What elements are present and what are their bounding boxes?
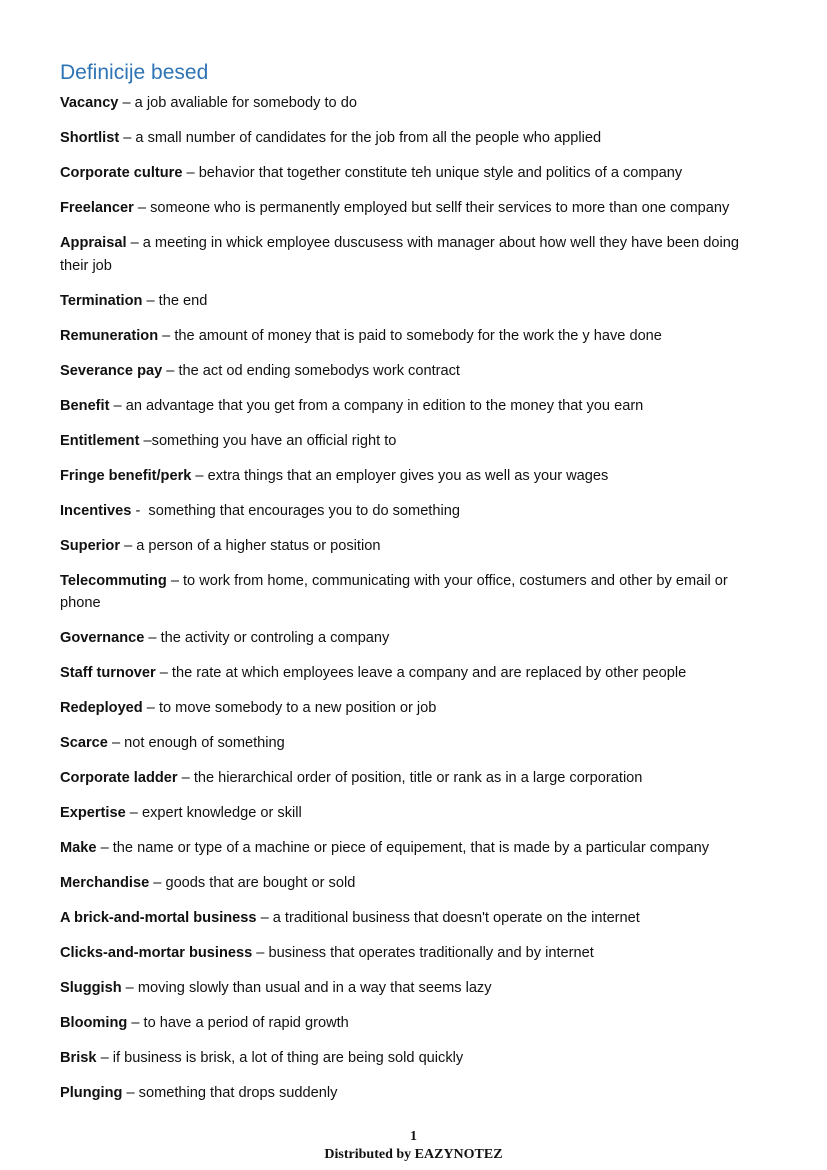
definition-separator: –: [96, 840, 113, 856]
document-heading: Definicije besed: [60, 61, 209, 84]
definition-entry: [60, 535, 770, 558]
definition-term: Sluggish: [60, 980, 122, 996]
definition-separator: –: [109, 397, 126, 414]
definition-entry: [60, 1012, 770, 1035]
definition-text: someone who is permanently employed but sellf their services to more than one company: [150, 200, 730, 216]
definition-term: Clicks-and-mortar business: [60, 945, 253, 961]
definition-text: extra things that an employer gives you as well as your wages: [207, 467, 609, 484]
definition-term: Plunging: [60, 1085, 123, 1101]
definition-separator: –: [182, 165, 199, 181]
definition-term: Superior: [60, 537, 121, 554]
definition-entry: [60, 570, 770, 615]
definition-term: Governance: [60, 630, 145, 646]
definition-text: the rate at which employees leave a company and are replaced by other people: [171, 665, 687, 681]
definition-text: an advantage that you get from a company in edition to the money that you earn: [125, 397, 644, 414]
definition-separator: –: [142, 700, 159, 716]
definition-separator: –: [121, 980, 138, 996]
definition-term: Entitlement: [60, 432, 140, 449]
definition-entry: [60, 977, 770, 1000]
definition-entry: [60, 92, 770, 115]
definition-term: Blooming: [60, 1015, 128, 1031]
definition-term: Shortlist: [60, 130, 120, 146]
definition-entry: [60, 197, 770, 220]
definition-text: not enough of something: [124, 735, 285, 751]
document-page: [60, 58, 770, 1117]
definition-entry: [60, 325, 770, 348]
definition-term: Scarce: [60, 735, 108, 751]
definition-text: expert knowledge or skill: [141, 805, 302, 821]
definition-entry: [60, 1082, 770, 1105]
definition-term: Brisk: [60, 1050, 97, 1066]
definition-term: Fringe benefit/perk: [60, 467, 192, 484]
definition-separator: –: [127, 1015, 144, 1031]
definition-term: Expertise: [60, 805, 126, 821]
definition-entry: [60, 360, 770, 383]
definition-entry: [60, 732, 770, 755]
definition-text: business that operates traditionally and by internet: [268, 945, 594, 961]
definition-entry: [60, 872, 770, 895]
definition-term: Telecommuting: [60, 572, 167, 589]
definition-entry: [60, 465, 770, 488]
definition-list: [60, 92, 770, 1105]
definition-separator: –: [119, 130, 136, 146]
definition-text: if business is brisk, a lot of thing are being sold quickly: [112, 1050, 464, 1066]
definition-text: to work from home, communicating with your office, costumers and other by email or phone: [60, 572, 728, 611]
definition-separator: –: [139, 432, 152, 449]
definition-entry: [60, 232, 770, 277]
definition-text: a traditional business that doesn't operate on the internet: [272, 910, 640, 926]
definition-term: Staff turnover: [60, 665, 156, 681]
definition-term: Vacancy: [60, 95, 119, 111]
definition-entry: [60, 395, 770, 418]
definition-term: Remuneration: [60, 327, 159, 344]
definition-separator: –: [177, 770, 194, 786]
definition-text: a job avaliable for somebody to do: [134, 95, 357, 111]
definition-separator: –: [155, 665, 172, 681]
definition-entry: [60, 837, 770, 860]
definition-entry: [60, 662, 770, 685]
definition-entry: [60, 430, 770, 453]
definition-entry: [60, 942, 770, 965]
definition-separator: –: [96, 1050, 113, 1066]
definition-text: the end: [158, 292, 208, 309]
definition-text: the amount of money that is paid to somebody for the work the y have done: [174, 327, 662, 344]
definition-separator: –: [256, 910, 273, 926]
definition-separator: –: [125, 805, 142, 821]
definition-text: the hierarchical order of position, title or rank as in a large corporation: [193, 770, 643, 786]
definition-text: a person of a higher status or position: [136, 537, 381, 554]
definition-separator: –: [142, 292, 159, 309]
definition-term: Make: [60, 840, 97, 856]
definition-text: to move somebody to a new position or job: [158, 700, 437, 716]
definition-entry: [60, 500, 770, 523]
definition-term: Incentives: [60, 502, 132, 519]
distributed-by-footer: Distributed by EAZYNOTEZ: [324, 1147, 503, 1162]
definition-text: something that encourages you to do something: [148, 502, 460, 519]
definition-term: Corporate ladder: [60, 770, 178, 786]
definition-text: to have a period of rapid growth: [143, 1015, 349, 1031]
definition-term: Corporate culture: [60, 165, 183, 181]
definition-entry: [60, 162, 770, 185]
definition-entry: [60, 697, 770, 720]
definition-text: moving slowly than usual and in a way that seems lazy: [137, 980, 492, 996]
definition-term: A brick-and-mortal business: [60, 910, 257, 926]
page-number: 1: [410, 1129, 417, 1144]
definition-separator: –: [107, 735, 125, 751]
definition-separator: –: [252, 945, 269, 961]
definition-entry: [60, 907, 770, 930]
definition-entry: [60, 127, 770, 150]
definition-separator: –: [191, 467, 208, 484]
definition-separator: –: [144, 630, 161, 646]
definition-entry: [60, 802, 770, 825]
definition-text: something that drops suddenly: [138, 1085, 338, 1101]
definition-separator: –: [126, 235, 143, 251]
definition-term: Severance pay: [60, 362, 163, 379]
definition-separator: –: [120, 537, 137, 554]
definition-separator: –: [149, 875, 166, 891]
definition-text: the name or type of a machine or piece of equipement, that is made by a particular company: [112, 840, 709, 856]
definition-separator: –: [162, 362, 179, 379]
definition-term: Termination: [60, 292, 143, 309]
definition-text: goods that are bought or sold: [165, 875, 356, 891]
definition-term: Merchandise: [60, 875, 150, 891]
definition-text: something you have an official right to: [151, 432, 397, 449]
definition-text: a small number of candidates for the job from all the people who applied: [135, 130, 602, 146]
definition-entry: [60, 627, 770, 650]
definition-separator: –: [118, 95, 135, 111]
definition-separator: -: [131, 502, 149, 519]
definition-separator: –: [133, 200, 151, 216]
definition-separator: –: [158, 327, 175, 344]
definition-entry: [60, 1047, 770, 1070]
definition-text: the act od ending somebodys work contract: [178, 362, 460, 379]
definition-text: the activity or controling a company: [160, 630, 390, 646]
definition-term: Redeployed: [60, 700, 143, 716]
definition-term: Appraisal: [60, 235, 127, 251]
definition-entry: [60, 767, 770, 790]
definition-separator: –: [166, 572, 183, 589]
definition-entry: [60, 290, 770, 313]
definition-term: Benefit: [60, 397, 110, 414]
definition-term: Freelancer: [60, 200, 134, 216]
definition-separator: –: [122, 1085, 139, 1101]
definition-text: a meeting in whick employee duscusess with manager about how well they have been doing their job: [60, 235, 740, 274]
definition-text: behavior that together constitute teh unique style and politics of a company: [198, 165, 683, 181]
